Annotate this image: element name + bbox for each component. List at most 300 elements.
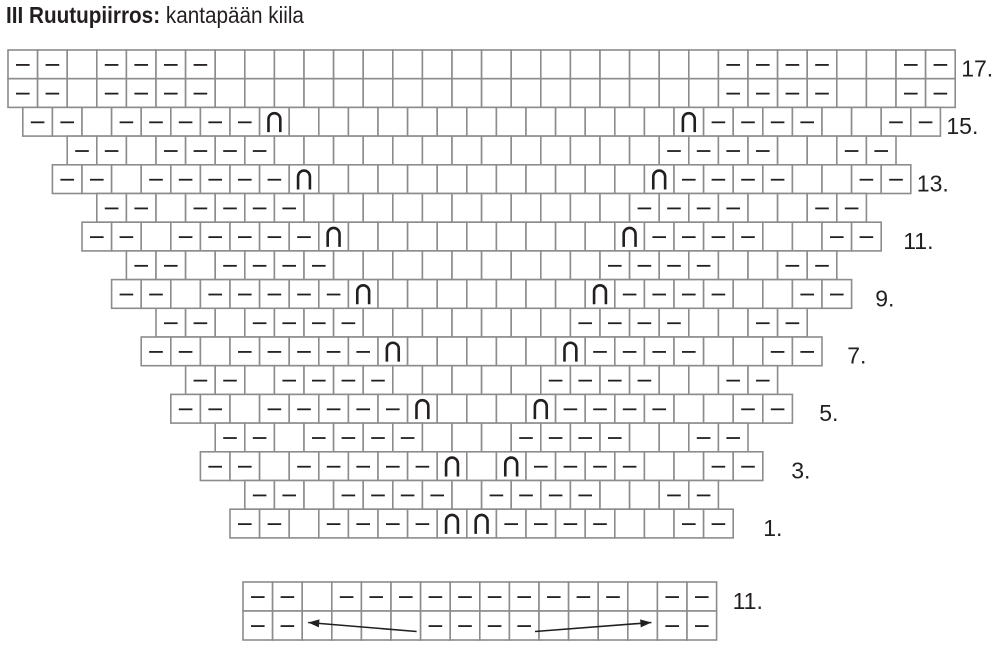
- cell-box: [393, 79, 423, 108]
- main-cell: [467, 222, 497, 251]
- cell-box: [437, 280, 467, 309]
- main-cell: [807, 251, 837, 280]
- cell-box: [733, 337, 763, 366]
- cell-box: [689, 308, 719, 337]
- cell-box: [422, 423, 452, 452]
- main-cell: [482, 423, 512, 452]
- cell-box: [156, 194, 186, 223]
- cell-box: [378, 280, 408, 309]
- cell-box: [467, 280, 497, 309]
- main-cell: [689, 194, 719, 223]
- repeat-cell: [243, 611, 273, 640]
- main-cell: [748, 136, 778, 165]
- main-cell: [615, 165, 645, 194]
- main-cell: [274, 366, 304, 395]
- main-cell: [644, 107, 674, 136]
- main-cell: [615, 337, 645, 366]
- main-cell: [274, 50, 304, 79]
- main-cell: [704, 452, 734, 481]
- main-cell: [378, 165, 408, 194]
- main-cell: [171, 280, 201, 309]
- main-cell: [496, 337, 526, 366]
- main-cell: [260, 509, 290, 538]
- main-cell: [274, 136, 304, 165]
- main-cell: [778, 308, 808, 337]
- main-cell: [822, 107, 852, 136]
- main-cell: [171, 394, 201, 423]
- main-cell: [748, 366, 778, 395]
- cell-box: [511, 366, 541, 395]
- cell-box: [556, 165, 586, 194]
- cell-box: [496, 222, 526, 251]
- cell-box: [704, 394, 734, 423]
- main-cell: [408, 107, 438, 136]
- main-cell: [659, 481, 689, 510]
- chart-title-rest: kantapään kiila: [165, 2, 304, 28]
- main-cell: [600, 194, 630, 223]
- repeat-cell: [539, 611, 569, 640]
- main-cell: [437, 280, 467, 309]
- cell-box: [467, 107, 497, 136]
- main-cell: [615, 452, 645, 481]
- cell-box: [289, 165, 319, 194]
- main-cell: [644, 222, 674, 251]
- cell-box: [289, 509, 319, 538]
- cell-box: [422, 50, 452, 79]
- main-cell: [482, 79, 512, 108]
- cell-box: [467, 394, 497, 423]
- main-cell: [378, 394, 408, 423]
- main-cell: [437, 452, 467, 481]
- repeat-cell: [273, 582, 303, 611]
- main-cell: [260, 165, 290, 194]
- cell-box: [644, 452, 674, 481]
- main-cell: [245, 481, 275, 510]
- main-cell: [526, 394, 556, 423]
- cell-box: [260, 107, 290, 136]
- cell-box: [126, 136, 156, 165]
- cell-box: [630, 136, 660, 165]
- cell-box: [718, 308, 748, 337]
- cell-box: [630, 50, 660, 79]
- main-cell: [644, 509, 674, 538]
- main-cell: [452, 79, 482, 108]
- cell-box: [230, 394, 260, 423]
- cell-box: [615, 222, 645, 251]
- main-cell: [319, 337, 349, 366]
- main-cell: [659, 194, 689, 223]
- cell-box: [674, 452, 704, 481]
- main-cell: [334, 50, 364, 79]
- cell-box: [393, 136, 423, 165]
- main-cell: [659, 423, 689, 452]
- main-cell: [837, 79, 867, 108]
- main-cell: [289, 337, 319, 366]
- main-cell: [334, 251, 364, 280]
- main-cell: [556, 222, 586, 251]
- cell-box: [569, 611, 599, 640]
- cell-box: [822, 165, 852, 194]
- main-cell: [496, 280, 526, 309]
- main-cell: [644, 394, 674, 423]
- main-cell: [52, 165, 82, 194]
- main-cell: [348, 337, 378, 366]
- cell-box: [260, 452, 290, 481]
- main-cell: [866, 50, 896, 79]
- cell-box: [334, 136, 364, 165]
- main-cell: [112, 107, 142, 136]
- main-cell: [689, 366, 719, 395]
- repeat-cell: [391, 611, 421, 640]
- main-cell: [659, 136, 689, 165]
- main-cell: [274, 251, 304, 280]
- main-cell: [230, 107, 260, 136]
- cell-box: [600, 194, 630, 223]
- main-cell: [674, 509, 704, 538]
- main-cell: [881, 165, 911, 194]
- main-cell: [659, 50, 689, 79]
- main-cell: [852, 107, 882, 136]
- repeat-cell: [273, 611, 303, 640]
- cell-box: [422, 251, 452, 280]
- main-cell: [496, 394, 526, 423]
- cell-box: [496, 280, 526, 309]
- main-cell: [630, 308, 660, 337]
- repeat-cell: [361, 582, 391, 611]
- main-cell: [674, 222, 704, 251]
- main-cell: [274, 308, 304, 337]
- main-cell: [378, 509, 408, 538]
- main-cell: [334, 366, 364, 395]
- main-cell: [260, 394, 290, 423]
- main-cell: [748, 79, 778, 108]
- main-cell: [689, 308, 719, 337]
- cell-box: [467, 165, 497, 194]
- cell-box: [822, 107, 852, 136]
- main-cell: [482, 481, 512, 510]
- main-cell: [526, 222, 556, 251]
- main-cell: [556, 165, 586, 194]
- main-cell: [733, 280, 763, 309]
- main-cell: [422, 251, 452, 280]
- main-cell: [926, 50, 956, 79]
- main-cell: [452, 366, 482, 395]
- cell-box: [792, 165, 822, 194]
- cell-box: [215, 79, 245, 108]
- main-cell: [274, 79, 304, 108]
- main-cell: [408, 165, 438, 194]
- main-cell: [526, 509, 556, 538]
- main-cell: [393, 79, 423, 108]
- cell-box: [630, 481, 660, 510]
- main-cell: [378, 452, 408, 481]
- main-cell: [852, 222, 882, 251]
- main-cell: [511, 481, 541, 510]
- main-cell: [171, 222, 201, 251]
- main-cell: [334, 308, 364, 337]
- main-cell: [304, 50, 334, 79]
- main-cell: [452, 194, 482, 223]
- main-cell: [422, 481, 452, 510]
- main-cell: [482, 136, 512, 165]
- cell-box: [556, 280, 586, 309]
- main-cell: [437, 337, 467, 366]
- main-cell: [496, 452, 526, 481]
- main-cell: [186, 194, 216, 223]
- cell-box: [570, 194, 600, 223]
- main-cell: [896, 79, 926, 108]
- cell-box: [778, 194, 808, 223]
- cell-box: [334, 79, 364, 108]
- main-cell: [600, 366, 630, 395]
- cell-box: [659, 423, 689, 452]
- cell-box: [302, 582, 332, 611]
- repeat-cell: [687, 582, 717, 611]
- main-cell: [141, 337, 171, 366]
- main-cell: [822, 165, 852, 194]
- main-cell: [393, 481, 423, 510]
- main-cell: [260, 337, 290, 366]
- main-cell: [585, 280, 615, 309]
- main-cell: [556, 452, 586, 481]
- main-cell: [659, 366, 689, 395]
- main-cell: [200, 394, 230, 423]
- main-cell: [630, 251, 660, 280]
- cell-box: [304, 481, 334, 510]
- main-cell: [615, 509, 645, 538]
- main-cell: [570, 251, 600, 280]
- main-cell: [334, 136, 364, 165]
- cell-box: [304, 79, 334, 108]
- main-cell: [526, 280, 556, 309]
- cell-box: [748, 251, 778, 280]
- main-cell: [245, 251, 275, 280]
- main-cell: [689, 50, 719, 79]
- cell-box: [748, 194, 778, 223]
- cell-box: [704, 337, 734, 366]
- main-cell: [570, 423, 600, 452]
- cell-box: [393, 308, 423, 337]
- main-cell: [230, 337, 260, 366]
- main-cell: [659, 79, 689, 108]
- main-cell: [67, 136, 97, 165]
- cell-box: [378, 165, 408, 194]
- cell-box: [585, 222, 615, 251]
- main-cell: [600, 423, 630, 452]
- main-cell: [230, 509, 260, 538]
- main_chart-row-number: 7.: [847, 342, 867, 369]
- main-cell: [807, 79, 837, 108]
- main-cell: [541, 194, 571, 223]
- cell-box: [408, 107, 438, 136]
- main-chart-grid: [8, 50, 993, 541]
- main-cell: [585, 165, 615, 194]
- main-cell: [200, 452, 230, 481]
- cell-box: [570, 50, 600, 79]
- main-cell: [304, 251, 334, 280]
- cell-box: [792, 222, 822, 251]
- cell-box: [361, 611, 391, 640]
- cell-box: [467, 452, 497, 481]
- main_chart-row-number: 1.: [763, 514, 783, 541]
- cell-box: [628, 582, 658, 611]
- main-cell: [570, 136, 600, 165]
- cell-box: [422, 79, 452, 108]
- main-cell: [422, 423, 452, 452]
- cell-box: [304, 136, 334, 165]
- main-cell: [437, 394, 467, 423]
- cell-box: [391, 611, 421, 640]
- main-cell: [82, 222, 112, 251]
- cell-box: [422, 194, 452, 223]
- main-cell: [570, 194, 600, 223]
- main-cell: [526, 337, 556, 366]
- main-cell: [186, 366, 216, 395]
- main-cell: [467, 280, 497, 309]
- main-cell: [437, 165, 467, 194]
- main-cell: [260, 452, 290, 481]
- cell-box: [467, 222, 497, 251]
- main-cell: [215, 50, 245, 79]
- main-cell: [452, 481, 482, 510]
- cell-box: [452, 481, 482, 510]
- repeat-chart-grid: [243, 582, 763, 640]
- cell-box: [245, 79, 275, 108]
- main-cell: [541, 136, 571, 165]
- main-cell: [763, 280, 793, 309]
- main-cell: [852, 165, 882, 194]
- cell-box: [600, 79, 630, 108]
- main-cell: [274, 194, 304, 223]
- main-cell: [630, 136, 660, 165]
- cell-box: [659, 366, 689, 395]
- main-cell: [556, 337, 586, 366]
- cell-box: [585, 280, 615, 309]
- main-cell: [289, 165, 319, 194]
- cell-box: [541, 136, 571, 165]
- main-cell: [422, 366, 452, 395]
- cell-box: [467, 509, 497, 538]
- main-cell: [674, 107, 704, 136]
- main-cell: [718, 79, 748, 108]
- cell-box: [644, 107, 674, 136]
- cell-box: [467, 337, 497, 366]
- main-cell: [52, 107, 82, 136]
- main-cell: [630, 194, 660, 223]
- main-cell: [600, 50, 630, 79]
- repeat_chart-row-number: 11.: [732, 588, 763, 614]
- main-cell: [615, 107, 645, 136]
- cell-box: [511, 136, 541, 165]
- cell-box: [733, 280, 763, 309]
- cell-box: [496, 107, 526, 136]
- main-cell: [67, 79, 97, 108]
- main-cell: [570, 50, 600, 79]
- cell-box: [689, 79, 719, 108]
- repeat-cell: [598, 582, 628, 611]
- main-cell: [319, 509, 349, 538]
- cell-box: [482, 251, 512, 280]
- main-cell: [304, 308, 334, 337]
- main-cell: [541, 423, 571, 452]
- main-cell: [289, 509, 319, 538]
- main-cell: [334, 194, 364, 223]
- main-cell: [748, 251, 778, 280]
- main-cell: [600, 308, 630, 337]
- main-cell: [644, 165, 674, 194]
- main-cell: [319, 107, 349, 136]
- main-cell: [615, 222, 645, 251]
- main-cell: [437, 107, 467, 136]
- main-cell: [630, 79, 660, 108]
- main-cell: [245, 136, 275, 165]
- main-cell: [304, 136, 334, 165]
- main-cell: [541, 481, 571, 510]
- main-cell: [452, 136, 482, 165]
- main-cell: [704, 509, 734, 538]
- main-cell: [689, 423, 719, 452]
- main-cell: [363, 194, 393, 223]
- cell-box: [837, 79, 867, 108]
- main-cell: [245, 366, 275, 395]
- cell-box: [674, 394, 704, 423]
- main-cell: [511, 366, 541, 395]
- main-cell: [570, 366, 600, 395]
- main-cell: [363, 481, 393, 510]
- cell-box: [496, 452, 526, 481]
- main-cell: [437, 509, 467, 538]
- cell-box: [304, 194, 334, 223]
- repeat-cell: [450, 582, 480, 611]
- main-cell: [600, 481, 630, 510]
- repeat-cell: [480, 582, 510, 611]
- main_chart-row-number: 3.: [791, 457, 811, 484]
- cell-box: [408, 165, 438, 194]
- main-cell: [408, 280, 438, 309]
- cell-box: [482, 366, 512, 395]
- main-cell: [348, 165, 378, 194]
- cell-box: [541, 194, 571, 223]
- cell-box: [526, 394, 556, 423]
- main-cell: [630, 423, 660, 452]
- cell-box: [274, 50, 304, 79]
- main-cell: [733, 222, 763, 251]
- cell-box: [422, 366, 452, 395]
- main-cell: [585, 452, 615, 481]
- main-cell: [215, 366, 245, 395]
- cell-box: [363, 308, 393, 337]
- main-cell: [363, 423, 393, 452]
- cell-box: [526, 280, 556, 309]
- main-cell: [304, 79, 334, 108]
- main-cell: [378, 107, 408, 136]
- cell-box: [408, 280, 438, 309]
- main-cell: [763, 337, 793, 366]
- cell-box: [689, 366, 719, 395]
- main-cell: [422, 79, 452, 108]
- cell-box: [393, 366, 423, 395]
- main-cell: [511, 194, 541, 223]
- main-cell: [186, 50, 216, 79]
- cell-box: [408, 394, 438, 423]
- main-cell: [97, 136, 127, 165]
- cell-box: [393, 251, 423, 280]
- cell-box: [112, 165, 142, 194]
- cell-box: [585, 107, 615, 136]
- main-cell: [600, 136, 630, 165]
- main-cell: [289, 394, 319, 423]
- main_chart-row-number: 5.: [819, 400, 839, 427]
